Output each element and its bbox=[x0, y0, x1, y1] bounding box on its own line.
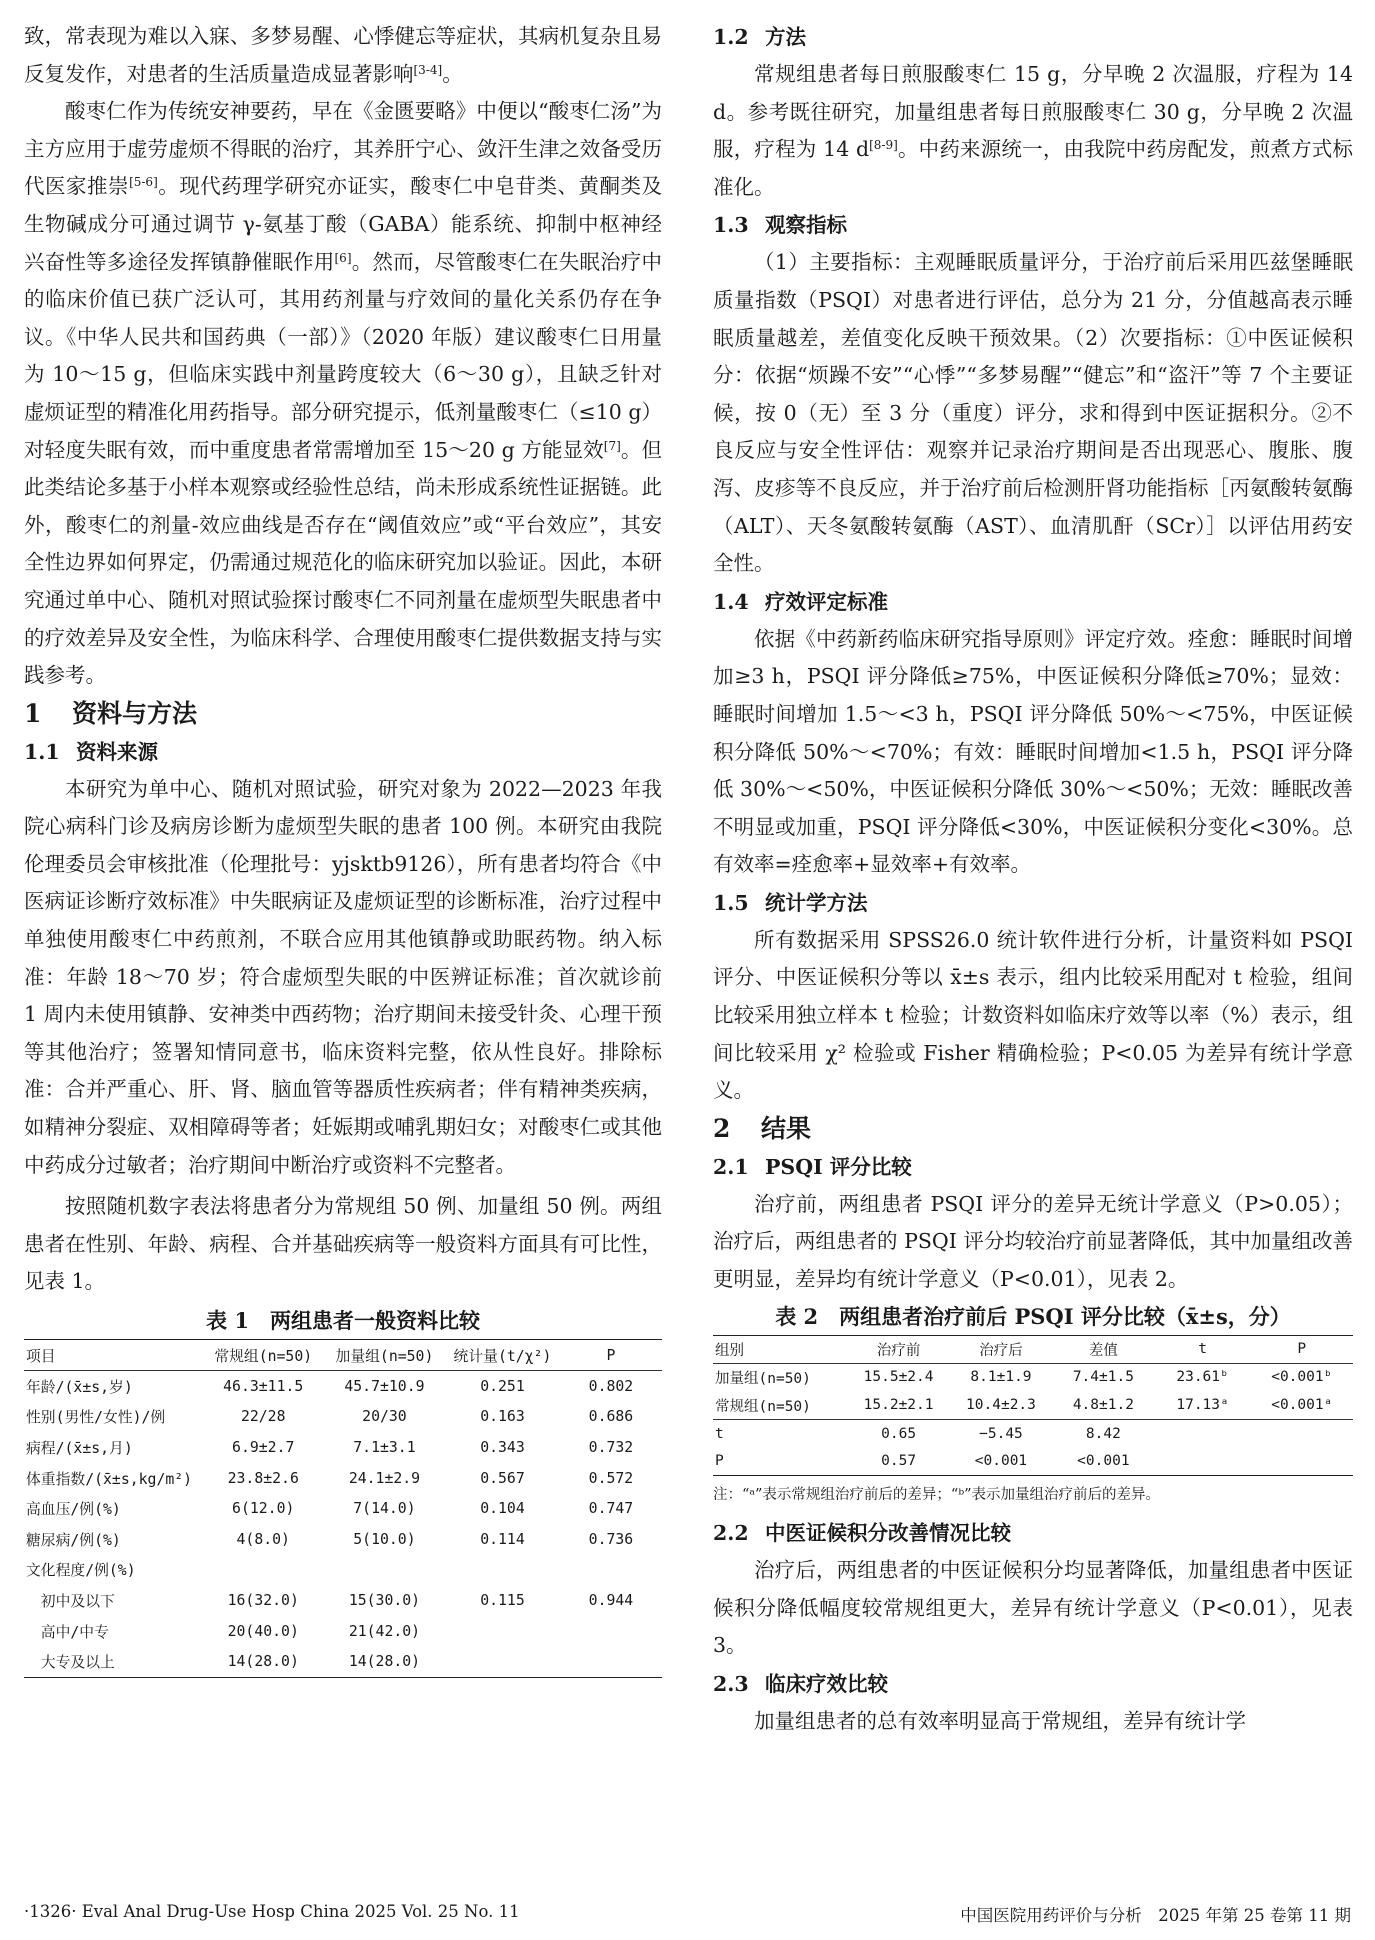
paragraph-indicators: （1）主要指标：主观睡眠质量评分，于治疗前后采用匹兹堡睡眠质量指数（PSQI）对患者进行评估，总分为 21 分，分值越高表示睡眠质量越差，差值变化反映干预效果。（2）次要指标：①中医证候积分：依据“烦躁不安”“心悸”“多梦易醒”“健忘”和“盗汗”等 7 个主要证候，按 0（无）至 3 分（重度）评分，求和得到中医证据积分。②不良反应与安全性评估：观察并记录治疗期间是否出现恶心、腹胀、腹泻、皮疹等不良反应，并于治疗前后检测肝肾功能指标［丙氨酸转氨酶（ALT）、天冬氨酸转氨酶（AST）、血清肌酐（SCr）］以评估用药安全性。 bbox=[713, 250, 1353, 576]
citation: [5-6] bbox=[129, 175, 158, 190]
table-row bbox=[713, 1447, 1353, 1475]
table-1-body bbox=[24, 1371, 662, 1678]
table-cell: 0.802 bbox=[588, 1377, 634, 1395]
table-cell: 23.8±2.6 bbox=[227, 1469, 299, 1487]
section-number: 2.2 bbox=[713, 1521, 749, 1545]
paragraph-statistics: 所有数据采用 SPSS26.0 统计软件进行分析，计量资料如 PSQI 评分、中医证候积分等以 x̄±s 表示，组内比较采用配对 t 检验，组间比较采用独立样本 t 检验；计数资料如临床疗效等以率（%）表示，组间比较采用 χ² 检验或 Fisher 精确检验；P<0.05 为差异有统计学意义。 bbox=[713, 927, 1353, 1103]
table-cell: 0.747 bbox=[588, 1500, 634, 1518]
subsection-heading-2-1 bbox=[713, 1148, 1353, 1186]
section-number: 1 bbox=[24, 698, 42, 728]
table-header-cell: 加量组(n=50) bbox=[324, 1340, 445, 1371]
table-header-cell: P bbox=[1251, 1335, 1353, 1363]
right-column bbox=[713, 18, 1353, 1740]
table-cell: t bbox=[715, 1425, 724, 1442]
table-cell: 4(8.0) bbox=[236, 1530, 290, 1548]
table-cell: 4.8±1.2 bbox=[1052, 1391, 1154, 1419]
section-title: 统计学方法 bbox=[765, 890, 868, 915]
table-row bbox=[24, 1402, 662, 1433]
table-cell bbox=[1251, 1419, 1353, 1447]
table-cell: 0.65 bbox=[881, 1425, 917, 1442]
table-cell: 8.1±1.9 bbox=[970, 1369, 1032, 1386]
text: 常规组患者每日煎服酸枣仁 15 g，分早晚 2 次温服，疗程为 14 d。参考既往研究，加量组患者每日煎服酸枣仁 30 g，分早晚 2 次温服，疗程为 14 d bbox=[713, 62, 1353, 162]
paragraph-criteria: 依据《中药新药临床研究指导原则》评定疗效。痊愈：睡眠时间增加≥3 h，PSQI 评分降低≥75%，中医证候积分降低≥70%；显效：睡眠时间增加 1.5～<3 h，PSQI 评分降低 50%～<75%，中医证候积分降低 50%～<70%；有效：睡眠时间增加<1.5 h，PSQI 评分降低 30%～<50%，中医证候积分降低 30%～<50%；无效：睡眠改善不明显或加重，PSQI 评分降低<30%，中医证候积分变化<30%。总有效率=痊愈率+显效率+有效率。 bbox=[713, 626, 1353, 877]
table-cell bbox=[1155, 1447, 1251, 1475]
table-header-cell: 差值 bbox=[1052, 1335, 1154, 1363]
citation: [7] bbox=[603, 438, 621, 453]
table-2-note: 注：“ᵃ”表示常规组治疗前后的差异；“ᵇ”表示加量组治疗前后的差异。 bbox=[713, 1487, 1161, 1503]
table-cell: 初中及以下 bbox=[26, 1592, 115, 1610]
table-row bbox=[24, 1646, 662, 1677]
table-cell: 7(14.0) bbox=[353, 1500, 416, 1518]
section-title: 结果 bbox=[761, 1113, 812, 1143]
table-cell: 20/30 bbox=[362, 1408, 407, 1426]
paragraph-data-source: 本研究为单中心、随机对照试验，研究对象为 2022—2023 年我院心病科门诊及病房诊断为虚烦型失眠的患者 100 例。本研究由我院伦理委员会审核批准（伦理批号：yjsktb9126），所有患者均符合《中医病证诊断疗效标准》中失眠病证及虚烦证型的诊断标准，治疗过程中单独使用酸枣仁中药煎剂，不联合应用其他镇静或助眠药物。纳入标准：年龄 18～70 岁；符合虚烦型失眠的中医辨证标准；首次就诊前 1 周内未使用镇静、安神类中西药物；治疗期间未接受针灸、心理干预等其他治疗；签署知情同意书，临床资料完整，依从性良好。排除标准：合并严重心、肝、肾、脑血管等器质性疾病者；伴有精神类疾病，如精神分裂症、双相障碍等者；妊娠期或哺乳期妇女；对酸枣仁或其他中药成分过敏者；治疗期间中断治疗或资料不完整者。 bbox=[24, 776, 662, 1177]
text: 致，常表现为难以入寐、多梦易醒、心悸健忘等症状，其病机复杂且易反复发作，对患者的生活质量造成显著影响 bbox=[24, 24, 662, 86]
text: 酸枣仁作为传统安神要药，早在《金匮要略》中便以“酸枣仁汤”为主方应用于虚劳虚烦不得眠的治疗，其养肝宁心、敛汗生津之效备受历代医家推崇 bbox=[24, 99, 662, 199]
table-header-cell: 组别 bbox=[713, 1335, 847, 1363]
paragraph-method bbox=[713, 56, 1353, 206]
table-row bbox=[24, 1432, 662, 1463]
section-title: 观察指标 bbox=[765, 213, 847, 238]
table-cell: 0.567 bbox=[480, 1469, 525, 1487]
table-cell: 8.42 bbox=[1085, 1425, 1121, 1442]
paragraph-continued bbox=[24, 18, 662, 93]
paragraph-intro bbox=[24, 93, 662, 695]
table-row bbox=[24, 1493, 662, 1524]
table-cell: 文化程度/例(%) bbox=[26, 1562, 136, 1580]
subsection-heading-1-2 bbox=[713, 18, 1353, 56]
table-cell: 常规组(n=50) bbox=[713, 1391, 847, 1419]
table-cell bbox=[560, 1555, 662, 1586]
table-cell: 23.61ᵇ bbox=[1176, 1369, 1229, 1386]
table-cell bbox=[324, 1555, 445, 1586]
table-row bbox=[24, 1524, 662, 1555]
section-number: 1.3 bbox=[713, 213, 749, 238]
table-row bbox=[713, 1391, 1353, 1419]
table-cell: 17.13ᵃ bbox=[1155, 1391, 1251, 1419]
subsection-heading-2-3 bbox=[713, 1665, 1353, 1703]
table-header-row bbox=[24, 1340, 662, 1371]
table-cell: 年龄/(x̄±s,岁) bbox=[26, 1378, 133, 1396]
table-row bbox=[24, 1585, 662, 1616]
subsection-heading-1-1 bbox=[24, 733, 662, 771]
table-row bbox=[24, 1555, 662, 1586]
table-cell: 0.736 bbox=[588, 1530, 634, 1548]
section-title: 资料与方法 bbox=[72, 698, 198, 728]
table-cell: 24.1±2.9 bbox=[348, 1469, 421, 1487]
table-cell bbox=[203, 1555, 324, 1586]
subsection-heading-2-2 bbox=[713, 1514, 1353, 1552]
table-cell: 加量组(n=50) bbox=[715, 1370, 811, 1387]
section-number: 2 bbox=[713, 1113, 731, 1143]
table-row bbox=[713, 1363, 1353, 1391]
table-1-caption: 表 1 两组患者一般资料比较 bbox=[206, 1308, 480, 1333]
table-cell: 0.732 bbox=[588, 1438, 634, 1456]
table-1 bbox=[24, 1339, 662, 1678]
table-cell: 0.115 bbox=[480, 1591, 525, 1609]
table-row bbox=[713, 1419, 1353, 1447]
table-cell: 21(42.0) bbox=[348, 1622, 421, 1640]
table-cell: 0.343 bbox=[480, 1438, 525, 1456]
table-2 bbox=[713, 1335, 1353, 1476]
section-number: 1.1 bbox=[24, 739, 60, 764]
table-cell: 22/28 bbox=[240, 1408, 286, 1426]
table-header-cell: P bbox=[560, 1340, 662, 1371]
table-cell: 14(28.0) bbox=[203, 1646, 324, 1677]
table-cell: 高中/中专 bbox=[26, 1623, 109, 1641]
table-cell: 病程/(x̄±s,月) bbox=[26, 1439, 133, 1457]
table-cell bbox=[445, 1616, 560, 1647]
table-header-cell: 项目 bbox=[24, 1340, 203, 1371]
table-cell: 46.3±11.5 bbox=[223, 1377, 304, 1395]
table-cell bbox=[1251, 1447, 1353, 1475]
table-cell: 大专及以上 bbox=[24, 1646, 203, 1677]
text: 。然而，尽管酸枣仁在失眠治疗中的临床价值已获广泛认可，其用药剂量与疗效间的量化关系仍存在争议。《中华人民共和国药典（一部）》（2020 年版）建议酸枣仁日用量为 10～15 g，但临床实践中剂量跨度较大（6～30 g），且缺乏针对虚烦证型的精准化用药指导。部分研究提示，低剂量酸枣仁（≤10 g）对轻度失眠有效，而中重度患者常需增加至 15～20 g 方能显效 bbox=[24, 249, 662, 462]
citation: [3-4] bbox=[413, 62, 443, 77]
table-header-row bbox=[713, 1335, 1353, 1363]
section-title: 临床疗效比较 bbox=[765, 1671, 888, 1696]
footer-journal-chinese: 中国医院用药评价与分析 2025 年第 25 卷第 11 期 bbox=[960, 1906, 1351, 1925]
table-header-cell: 常规组(n=50) bbox=[203, 1340, 324, 1371]
section-title: 中医证候积分改善情况比较 bbox=[765, 1521, 1011, 1545]
table-header-cell: t bbox=[1155, 1335, 1251, 1363]
table-header-cell: 治疗后 bbox=[950, 1335, 1052, 1363]
table-cell: 体重指数/(x̄±s,kg/m²) bbox=[26, 1470, 193, 1488]
table-cell: 0.163 bbox=[480, 1408, 525, 1426]
table-cell: 7.4±1.5 bbox=[1072, 1369, 1134, 1386]
text: 。 bbox=[442, 61, 463, 86]
section-title: 疗效评定标准 bbox=[765, 589, 888, 614]
table-cell: 0.944 bbox=[588, 1591, 634, 1609]
table-cell: 0.686 bbox=[588, 1408, 634, 1426]
table-cell bbox=[1155, 1419, 1251, 1447]
table-cell: 45.7±10.9 bbox=[344, 1377, 425, 1395]
subsection-heading-1-4 bbox=[713, 583, 1353, 621]
subsection-heading-1-3 bbox=[713, 206, 1353, 244]
paragraph-psqi: 治疗前，两组患者 PSQI 评分的差异无统计学意义（P>0.05）；治疗后，两组患者的 PSQI 评分均较治疗前显著降低，其中加量组改善更明显，差异均有统计学意义（P<0.01），见表 2。 bbox=[713, 1191, 1353, 1292]
table-cell: 7.1±3.1 bbox=[353, 1438, 416, 1456]
section-number: 1.2 bbox=[713, 25, 749, 49]
text: 。现代药理学研究亦证实，酸枣仁中皂苷类、黄酮类及生物碱成分可通过调节 γ-氨基丁酸（GABA）能系统、抑制中枢神经兴奋性等多途径发挥镇静催眠作用 bbox=[24, 174, 663, 274]
citation: [8-9] bbox=[869, 138, 898, 153]
text: 。中药来源统一，由我院中药房配发，煎煮方式标准化。 bbox=[713, 137, 1353, 199]
section-title: PSQI 评分比较 bbox=[765, 1154, 912, 1179]
table-cell: 6.9±2.7 bbox=[232, 1438, 295, 1456]
table-2-caption: 表 2 两组患者治疗前后 PSQI 评分比较（x̄±s，分） bbox=[775, 1303, 1291, 1329]
section-number: 2.3 bbox=[713, 1671, 749, 1696]
paragraph-efficacy: 加量组患者的总有效率明显高于常规组，差异有统计学 bbox=[754, 1708, 1246, 1733]
table-row bbox=[24, 1463, 662, 1494]
section-title: 方法 bbox=[765, 25, 806, 49]
table-cell: 14(28.0) bbox=[324, 1646, 445, 1677]
paragraph-tcm-score: 治疗后，两组患者的中医证候积分均显著降低，加量组患者中医证候积分降低幅度较常规组更大，差异有统计学意义（P<0.01），见表 3。 bbox=[713, 1558, 1353, 1658]
table-cell: 16(32.0) bbox=[227, 1591, 299, 1609]
table-cell bbox=[560, 1646, 662, 1677]
table-cell: 5(10.0) bbox=[353, 1530, 416, 1548]
section-number: 1.5 bbox=[713, 890, 749, 915]
section-heading-2 bbox=[713, 1110, 1353, 1148]
table-cell: 15.5±2.4 bbox=[863, 1369, 934, 1386]
table-cell: −5.45 bbox=[979, 1425, 1023, 1442]
table-cell bbox=[560, 1616, 662, 1647]
table-header-cell: 统计量(t/χ²) bbox=[445, 1340, 560, 1371]
footer-journal-english: ·1326· Eval Anal Drug-Use Hosp China 2025 Vol. 25 No. 11 bbox=[24, 1902, 520, 1921]
section-title: 资料来源 bbox=[76, 739, 158, 764]
table-cell: 高血压/例(%) bbox=[26, 1501, 121, 1519]
paragraph-grouping: 按照随机数字表法将患者分为常规组 50 例、加量组 50 例。两组患者在性别、年龄、病程、合并基础疾病等一般资料方面具有可比性，见表 1。 bbox=[24, 1194, 662, 1294]
table-cell bbox=[445, 1555, 560, 1586]
table-cell: 0.572 bbox=[588, 1469, 634, 1487]
citation: [6] bbox=[334, 250, 352, 265]
table-header-cell: 治疗前 bbox=[847, 1335, 949, 1363]
table-cell: 性别(男性/女性)/例 bbox=[26, 1409, 166, 1427]
table-cell: 0.57 bbox=[847, 1447, 949, 1475]
table-cell bbox=[445, 1646, 560, 1677]
table-cell: P bbox=[713, 1447, 847, 1475]
table-cell: <0.001 bbox=[950, 1447, 1052, 1475]
table-cell: 15(30.0) bbox=[348, 1591, 421, 1609]
table-cell: 15.2±2.1 bbox=[847, 1391, 949, 1419]
section-number: 2.1 bbox=[713, 1154, 749, 1179]
section-heading-1 bbox=[24, 695, 662, 733]
table-cell: 0.114 bbox=[480, 1530, 525, 1548]
table-cell: <0.001ᵃ bbox=[1251, 1391, 1353, 1419]
table-cell: 10.4±2.3 bbox=[950, 1391, 1052, 1419]
table-cell: <0.001 bbox=[1052, 1447, 1154, 1475]
text: 。但此类结论多基于小样本观察或经验性总结，尚未形成系统性证据链。此外，酸枣仁的剂量-效应曲线是否存在“阈值效应”或“平台效应”，其安全性边界如何界定，仍需通过规范化的临床研究加以验证。因此，本研究通过单中心、随机对照试验探讨酸枣仁不同剂量在虚烦型失眠患者中的疗效差异及安全性，为临床科学、合理使用酸枣仁提供数据支持与实践参考。 bbox=[24, 437, 663, 688]
table-cell: 0.251 bbox=[480, 1377, 525, 1395]
table-cell: 糖尿病/例(%) bbox=[26, 1531, 121, 1549]
left-column bbox=[24, 18, 662, 1678]
section-number: 1.4 bbox=[713, 589, 749, 614]
table-row bbox=[24, 1616, 662, 1647]
table-cell: 0.104 bbox=[480, 1500, 525, 1518]
subsection-heading-1-5 bbox=[713, 884, 1353, 922]
table-2-body bbox=[713, 1363, 1353, 1475]
table-cell: 6(12.0) bbox=[232, 1500, 295, 1518]
table-row bbox=[24, 1371, 662, 1402]
table-cell: 20(40.0) bbox=[227, 1622, 299, 1640]
table-cell: <0.001ᵇ bbox=[1271, 1369, 1333, 1386]
